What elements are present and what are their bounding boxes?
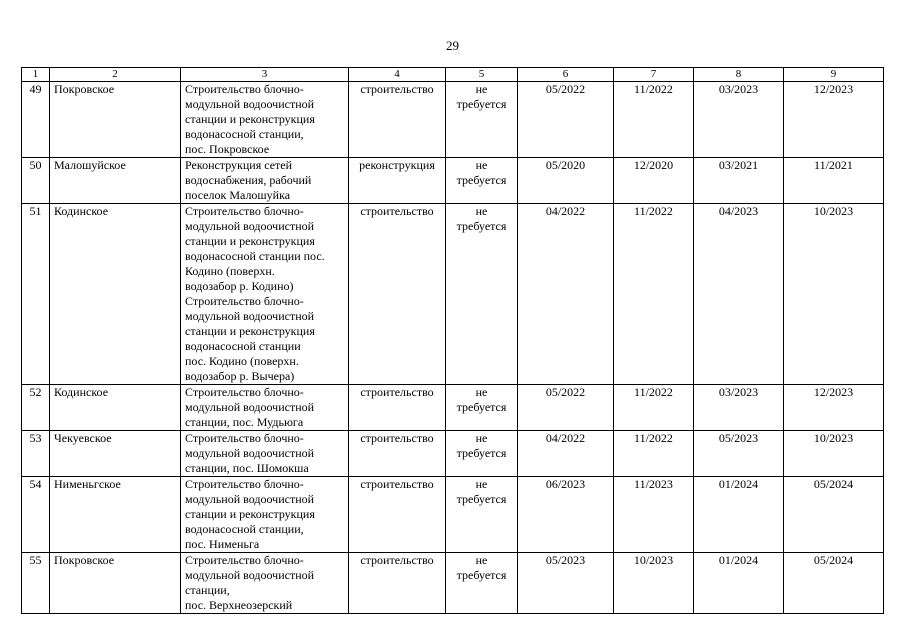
date-cell: 01/2024 xyxy=(694,553,784,614)
date-cell: 04/2023 xyxy=(694,204,784,385)
requirement-line: не xyxy=(475,158,488,172)
date-cell: 11/2022 xyxy=(614,385,694,431)
requirement-line: требуется xyxy=(456,568,507,582)
column-header: 9 xyxy=(784,68,884,82)
date-cell: 10/2023 xyxy=(614,553,694,614)
date-cell: 12/2023 xyxy=(784,82,884,158)
description-line: модульной водоочистной xyxy=(185,446,315,460)
date-cell: 11/2021 xyxy=(784,158,884,204)
description-line: модульной водоочистной xyxy=(185,219,315,233)
page-number: 29 xyxy=(446,38,459,53)
column-header: 6 xyxy=(518,68,614,82)
description-line: водонасосной станции, xyxy=(185,522,304,536)
date-cell: 11/2022 xyxy=(614,82,694,158)
column-header: 8 xyxy=(694,68,784,82)
project-description xyxy=(181,477,349,553)
date-cell: 01/2024 xyxy=(694,477,784,553)
date-cell: 05/2024 xyxy=(784,477,884,553)
requirement-line: не xyxy=(475,204,488,218)
description-line: Строительство блочно- xyxy=(185,477,304,491)
date-cell: 04/2022 xyxy=(518,431,614,477)
table-row xyxy=(22,431,884,477)
requirement-line: требуется xyxy=(456,400,507,414)
row-number: 55 xyxy=(22,553,50,614)
table-row xyxy=(22,82,884,158)
date-cell: 05/2022 xyxy=(518,82,614,158)
description-line: Строительство блочно- xyxy=(185,82,304,96)
requirement xyxy=(446,477,518,553)
date-cell: 10/2023 xyxy=(784,204,884,385)
date-cell: 05/2024 xyxy=(784,553,884,614)
description-line: Строительство блочно- xyxy=(185,204,304,218)
description-line: водонасосной станции xyxy=(185,339,301,353)
description-line: станции и реконструкция xyxy=(185,507,315,521)
date-cell: 05/2023 xyxy=(694,431,784,477)
description-line: станции, xyxy=(185,583,230,597)
settlement-name: Нименьгское xyxy=(50,477,181,553)
description-line: модульной водоочистной xyxy=(185,97,315,111)
date-cell: 05/2022 xyxy=(518,385,614,431)
description-line: Реконструкция сетей xyxy=(185,158,293,172)
date-cell: 11/2022 xyxy=(614,431,694,477)
settlement-name: Малошуйское xyxy=(50,158,181,204)
requirement xyxy=(446,385,518,431)
row-number: 54 xyxy=(22,477,50,553)
table-row xyxy=(22,553,884,614)
description-line: Строительство блочно- xyxy=(185,385,304,399)
column-header: 2 xyxy=(50,68,181,82)
requirement-line: требуется xyxy=(456,446,507,460)
settlement-name: Кодинское xyxy=(50,204,181,385)
settlement-name: Чекуевское xyxy=(50,431,181,477)
description-line: станции, пос. Шомокша xyxy=(185,461,309,475)
description-line: станции и реконструкция xyxy=(185,112,315,126)
row-number: 51 xyxy=(22,204,50,385)
row-number: 53 xyxy=(22,431,50,477)
requirement-line: не xyxy=(475,82,488,96)
description-line: пос. Верхнеозерский xyxy=(185,598,293,612)
row-number: 52 xyxy=(22,385,50,431)
row-number: 49 xyxy=(22,82,50,158)
date-cell: 03/2023 xyxy=(694,385,784,431)
description-line: пос. Нименьга xyxy=(185,537,260,551)
description-line: станции, пос. Мудьюга xyxy=(185,415,304,429)
date-cell: 03/2023 xyxy=(694,82,784,158)
project-description xyxy=(181,82,349,158)
description-line: Строительство блочно- xyxy=(185,553,304,567)
work-type: строительство xyxy=(349,477,446,553)
date-cell: 03/2021 xyxy=(694,158,784,204)
settlement-name: Покровское xyxy=(50,553,181,614)
requirement xyxy=(446,553,518,614)
description-line: Строительство блочно- xyxy=(185,431,304,445)
project-description xyxy=(181,431,349,477)
requirement-line: требуется xyxy=(456,492,507,506)
description-line: водоснабжения, рабочий xyxy=(185,173,312,187)
date-cell: 11/2022 xyxy=(614,204,694,385)
work-type: строительство xyxy=(349,431,446,477)
table-row xyxy=(22,158,884,204)
requirement xyxy=(446,431,518,477)
description-line: водозабор р. Вычера) xyxy=(185,369,295,383)
table-row xyxy=(22,204,884,385)
requirement xyxy=(446,158,518,204)
project-description xyxy=(181,385,349,431)
date-cell: 05/2020 xyxy=(518,158,614,204)
description-line: модульной водоочистной xyxy=(185,309,315,323)
work-type: строительство xyxy=(349,82,446,158)
description-line: водонасосной станции пос. xyxy=(185,249,325,263)
date-cell: 04/2022 xyxy=(518,204,614,385)
description-line: станции и реконструкция xyxy=(185,324,315,338)
project-description xyxy=(181,204,349,385)
date-cell: 05/2023 xyxy=(518,553,614,614)
column-number-row xyxy=(22,68,884,82)
requirement-line: требуется xyxy=(456,97,507,111)
column-header: 4 xyxy=(349,68,446,82)
date-cell: 11/2023 xyxy=(614,477,694,553)
work-type: строительство xyxy=(349,385,446,431)
requirement-line: требуется xyxy=(456,173,507,187)
description-line: модульной водоочистной xyxy=(185,568,315,582)
column-header: 1 xyxy=(22,68,50,82)
work-type: строительство xyxy=(349,204,446,385)
construction-schedule-table xyxy=(21,67,884,614)
project-description xyxy=(181,553,349,614)
row-number: 50 xyxy=(22,158,50,204)
requirement-line: требуется xyxy=(456,219,507,233)
description-line: пос. Кодино (поверхн. xyxy=(185,354,299,368)
requirement xyxy=(446,82,518,158)
table-row xyxy=(22,477,884,553)
column-header: 5 xyxy=(446,68,518,82)
work-type: реконструкция xyxy=(349,158,446,204)
column-header: 7 xyxy=(614,68,694,82)
requirement-line: не xyxy=(475,553,488,567)
description-line: водонасосной станции, xyxy=(185,127,304,141)
date-cell: 12/2020 xyxy=(614,158,694,204)
description-line: модульной водоочистной xyxy=(185,492,315,506)
date-cell: 06/2023 xyxy=(518,477,614,553)
requirement-line: не xyxy=(475,431,488,445)
description-line: модульной водоочистной xyxy=(185,400,315,414)
description-line: водозабор р. Кодино) xyxy=(185,279,294,293)
requirement-line: не xyxy=(475,385,488,399)
description-line: станции и реконструкция xyxy=(185,234,315,248)
description-line: поселок Малошуйка xyxy=(185,188,291,202)
work-type: строительство xyxy=(349,553,446,614)
requirement xyxy=(446,204,518,385)
project-description xyxy=(181,158,349,204)
date-cell: 12/2023 xyxy=(784,385,884,431)
date-cell: 10/2023 xyxy=(784,431,884,477)
table-body xyxy=(22,82,884,614)
table-row xyxy=(22,385,884,431)
column-header: 3 xyxy=(181,68,349,82)
settlement-name: Покровское xyxy=(50,82,181,158)
settlement-name: Кодинское xyxy=(50,385,181,431)
description-line: Кодино (поверхн. xyxy=(185,264,275,278)
description-line: пос. Покровское xyxy=(185,142,270,156)
requirement-line: не xyxy=(475,477,488,491)
description-line: Строительство блочно- xyxy=(185,294,304,308)
